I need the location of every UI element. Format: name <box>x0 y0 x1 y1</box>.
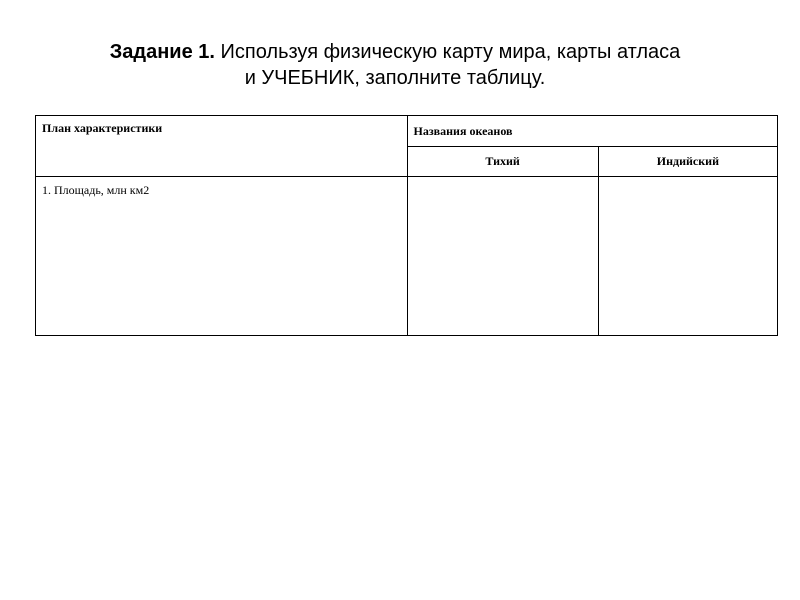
ocean-header-indian: Индийский <box>598 147 777 177</box>
task-number: Задание 1. <box>109 41 215 63</box>
task-instruction-part-1: Используя физическую карту мира, карты атласа <box>214 41 681 63</box>
oceans-header-cell: Названия океанов <box>407 116 778 147</box>
row-label-area: 1. Площадь, млн км2 <box>36 177 408 336</box>
answer-cell-pacific[interactable] <box>407 177 598 336</box>
table-row <box>36 177 778 336</box>
answer-cell-indian[interactable] <box>598 177 777 336</box>
ocean-characteristics-table <box>35 115 778 336</box>
plan-header-cell: План характеристики <box>36 116 408 177</box>
task-heading <box>0 39 790 91</box>
task-instruction-part-2: и УЧЕБНИК, заполните таблицу. <box>244 67 546 89</box>
task-heading-line-1 <box>0 39 790 65</box>
table-header-row <box>36 116 778 147</box>
ocean-header-pacific: Тихий <box>407 147 598 177</box>
